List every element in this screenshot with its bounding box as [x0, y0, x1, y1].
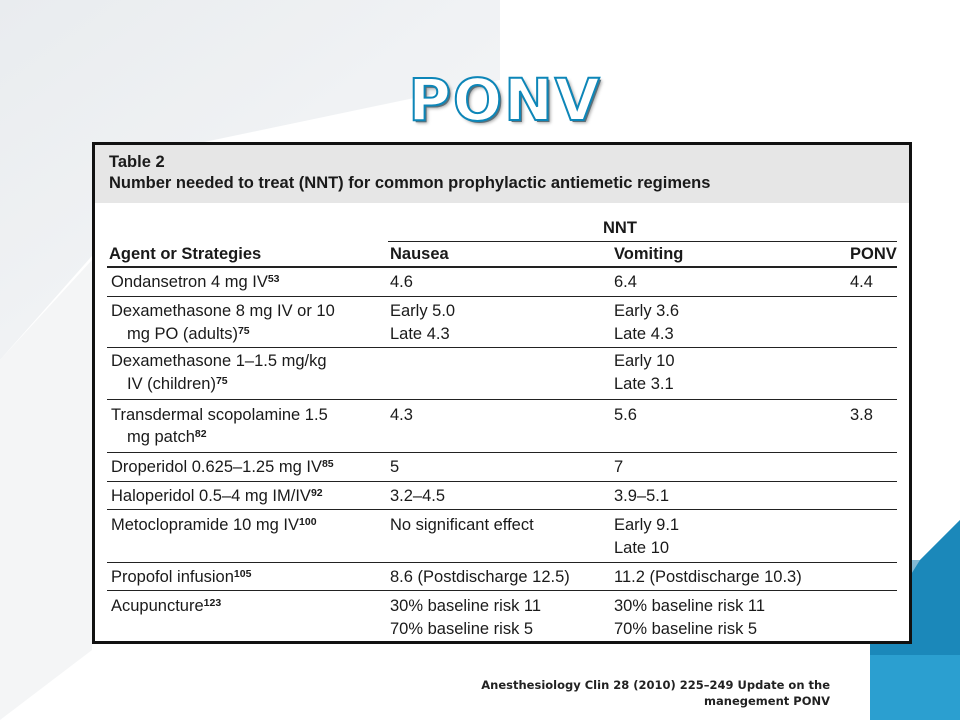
- table-caption: Number needed to treat (NNT) for common prophylactic antiemetic regimens: [109, 174, 711, 192]
- table-row-scopolamine: Transdermal scopolamine 1.5: [111, 406, 328, 424]
- slide-title: PONV: [408, 66, 602, 134]
- table-row-metoclopramide: Metoclopramide 10 mg IV$^{100}$: [111, 516, 317, 534]
- nnt-group-header: NNT: [603, 219, 637, 237]
- col-header-ponv: PONV: [850, 245, 897, 263]
- table-row-dexamethasone-children: Dexamethasone 1–1.5 mg/kg: [111, 352, 327, 370]
- table-row-ondansetron: Ondansetron 4 mg IV$^{53}$: [111, 273, 280, 291]
- table-row-acupuncture: Acupuncture$^{123}$: [111, 597, 222, 615]
- table-row-dexamethasone-adults: Dexamethasone 8 mg IV or 10: [111, 302, 335, 320]
- table-caption-band: [95, 145, 909, 203]
- col-header-nausea: Nausea: [390, 245, 449, 263]
- col-header-agent: Agent or Strategies: [109, 245, 262, 263]
- table-number: Table 2: [109, 153, 165, 171]
- nnt-table: Table 2 Number needed to treat (NNT) for common prophylactic antiemetic regimens NNT Agent or Strategies Nausea Vomiting PONV Ondansetron 4 mg IV$^{53}$ 4.6 6.4 4.4 Dexamethasone 8 mg IV or 10 mg PO (adults)$^{75}$ Early 5.0 Late 4.3 Early 3.6 Late 4.3 Dexamethasone 1–1.5 mg/kg IV (children)$^{75}$ Early 10 Late 3.1 Transdermal scopolamine 1.5 mg patch$^{82}$ 4.3 5.6 3.8 Droperidol 0.625–1.25 mg IV$^{85}$ 5 7 Haloperidol 0.5–4 mg IM/IV$^{92}$ 3.2–4.5 3.9–5.1 Metoclopramide 10 mg IV$^{100}$ No significant effect Early 9.1 Late 10 Propofol infusion$^{105}$ 8.6 (Postdischarge 12.5) 11.2 (Postdischarge 10.3) Acupuncture$^{123}$ 30% baseline risk 11 70% baseline risk 5 30% baseline risk 11 70% baseline risk 5: [92, 142, 912, 644]
- table-row-haloperidol: Haloperidol 0.5–4 mg IM/IV$^{92}$: [111, 487, 323, 505]
- header-rule: [107, 266, 897, 268]
- table-row-droperidol: Droperidol 0.625–1.25 mg IV$^{85}$: [111, 458, 334, 476]
- table-row-propofol: Propofol infusion$^{105}$: [111, 568, 252, 586]
- source-citation: Anesthesiology Clin 28 (2010) 225–249 Update on the manegement PONV: [481, 678, 830, 708]
- group-header-rule: [388, 241, 897, 242]
- col-header-vomiting: Vomiting: [614, 245, 684, 263]
